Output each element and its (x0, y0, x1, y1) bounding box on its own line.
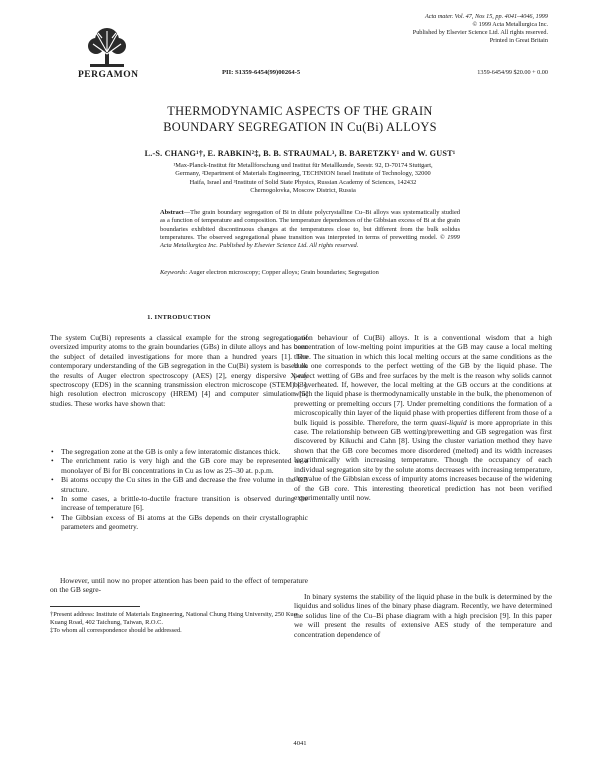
list-item: • The segregation zone at the GB is only a few interatomic distances thick. (50, 447, 308, 456)
intro-paragraph: The system Cu(Bi) represents a classical example for the strong segregation of oversized impurity atoms to the grain boundaries (GBs) in dilute alloys and has been the subject of detailed investigations for more than a hundred years [1]. The contemporary understanding of the GB segregation in the Cu(Bi) system is based on the results of Auger electron spectroscopy (AES) [2], energy dispersive X-ray spectroscopy (EDS) in the scanning transmission electron microscope (STEM) [3], high resolution electron microscopy (HREM) [4] and computer simulation [5] studies. These works have shown that: (50, 333, 308, 408)
journal-info (413, 13, 548, 45)
intro-paragraph: In binary systems the stability of the liquid phase in the bulk is determined by the liquidus and solidus lines of the binary phase diagram. Recently, we have determined the solidus line of the Cu–Bi phase diagram with a high precision [9]. In this paper we will present the results of extensive AES study of the temperature and concentration dependence of (294, 592, 552, 639)
journal-printed: Printed in Great Britain (489, 37, 548, 44)
abstract-copyright: © 1999 Acta Metallurgica Inc. Published by Elsevier Science Ltd. All rights reserved. (160, 233, 461, 250)
abstract-label: Abstract (160, 209, 184, 216)
abstract (160, 209, 460, 250)
publisher-logo-icon (84, 24, 130, 70)
keywords-text: Auger electron microscopy; Copper alloys; Grain boundaries; Segregation (187, 269, 379, 276)
emphasis-term: quasi-liquid (430, 417, 467, 427)
journal-rights: Published by Elsevier Science Ltd. All rights reserved. (412, 29, 548, 36)
intro-paragraph (294, 333, 552, 502)
footnote: ‡To whom all correspondence should be addressed. (50, 627, 182, 635)
issn-code: 1359-6454/99 $20.00 + 0.00 (477, 69, 548, 76)
intro-paragraph: However, until now no proper attention has been paid to the effect of temperature on the GB segre- (50, 576, 308, 595)
affiliation-line: Germany, ²Department of Materials Engineering, TECHNION Israel Institute of Technology, 32000 (175, 170, 431, 178)
title-line: THERMODYNAMIC ASPECTS OF THE GRAIN (167, 104, 433, 118)
keywords-label: Keywords: (160, 269, 188, 276)
paper-title (0, 103, 600, 135)
list-item: • The Gibbsian excess of Bi atoms at the GBs depends on their crystallographic parameters and geometry. (50, 513, 308, 532)
affiliations (118, 162, 488, 195)
pii-code: PII: S1359-6454(99)00264-5 (222, 69, 301, 76)
footnote: †Present address: Institute of Materials Engineering, National Chung Hsing University, 250 Kuo Kuang Road, 402 Taichung, Taiwan, R.O.C. (50, 611, 297, 627)
page-number: 4041 (293, 740, 307, 747)
affiliation-line: Haifa, Israel and ³Institute of Solid State Physics, Russian Academy of Sciences, 142432 (189, 178, 417, 186)
affiliation-line: Chernogolovka, Moscow District, Russia (250, 186, 356, 194)
title-line: BOUNDARY SEGREGATION IN Cu(Bi) ALLOYS (163, 120, 437, 134)
paragraph-text: gation behaviour of Cu(Bi) alloys. It is a conventional wisdom that a high concentration of low-melting point impurities at the GB may cause a local melting there. The situation in which this local melting occurs at the same conditions as the bulk one corresponds to the perfect wetting of the GB by the liquid phase. The perfect wetting of GBs and free surfaces by the melt is the reason why solids cannot be overheated. If, however, the local melting at the GB occurs at the conditions at which the liquid phase is thermodynamically unstable in the bulk, the phenomenon of prewetting or premelting occurs [7]. Under premelting conditions the formation of a microscopically thin layer of the liquid phase with properties different from those of a bulk liquid is possible. Therefore, the term (294, 333, 552, 427)
affiliation-line: ¹Max-Planck-Institut für Metallforschung und Institut für Metallkunde, Seestr. 92, D-70174 Stuttgart, (173, 162, 433, 169)
findings-list (50, 447, 308, 532)
publisher-name: PERGAMON (78, 70, 139, 80)
journal-citation: Acta mater. Vol. 47, Nos 15, pp. 4041–4046, 1999 (424, 13, 548, 20)
footnotes (50, 611, 308, 636)
author-list: L.-S. CHANG¹†, E. RABKIN²‡, B. B. STRAUMAL³, B. BARETZKY¹ and W. GUST¹ (144, 149, 456, 158)
footnote-divider (50, 606, 140, 607)
paragraph-text: is more appropriate in this case. The relationship between GB wetting/prewetting and GB segregation was first discovered by Kikuchi and Cahn [8]. Using the cluster variation method they have shown that the GB core becomes more disordered (melted) and its width increases logarithmically with increasing temperature. Though the occupancy of each individual segregation site by the solute atoms decreases with increasing temperature, the value of the Gibbsian excess of impurity atoms increases because of the widening of the GB core. This interesting theoretical prediction has not been verified experimentally until now. (294, 417, 552, 502)
list-item: • In some cases, a brittle-to-ductile fracture transition is observed during the increase of temperature [6]. (50, 494, 308, 513)
section-heading: 1. INTRODUCTION (147, 314, 211, 321)
abstract-text: —The grain boundary segregation of Bi in dilute polycrystalline Cu–Bi alloys was systematically studied as a function of temperature and composition. The temperature dependences of the Gibbsian excess of Bi at the grain boundaries exhibited discontinuous changes at the temperatures close to, but different from the bulk solidus temperatures. The observed segregational phase transition was interpreted in terms of prewetting model. (160, 209, 460, 241)
list-item: • The enrichment ratio is very high and the GB core may be represented as a monolayer of Bi for Bi concentrations in Cu as low as 25–30 at. p.p.m. (50, 456, 308, 475)
journal-copyright: © 1999 Acta Metallurgica Inc. (472, 21, 548, 28)
list-item: • Bi atoms occupy the Cu sites in the GB and decrease the free volume in the GB structure. (50, 475, 308, 494)
keywords (160, 269, 460, 276)
